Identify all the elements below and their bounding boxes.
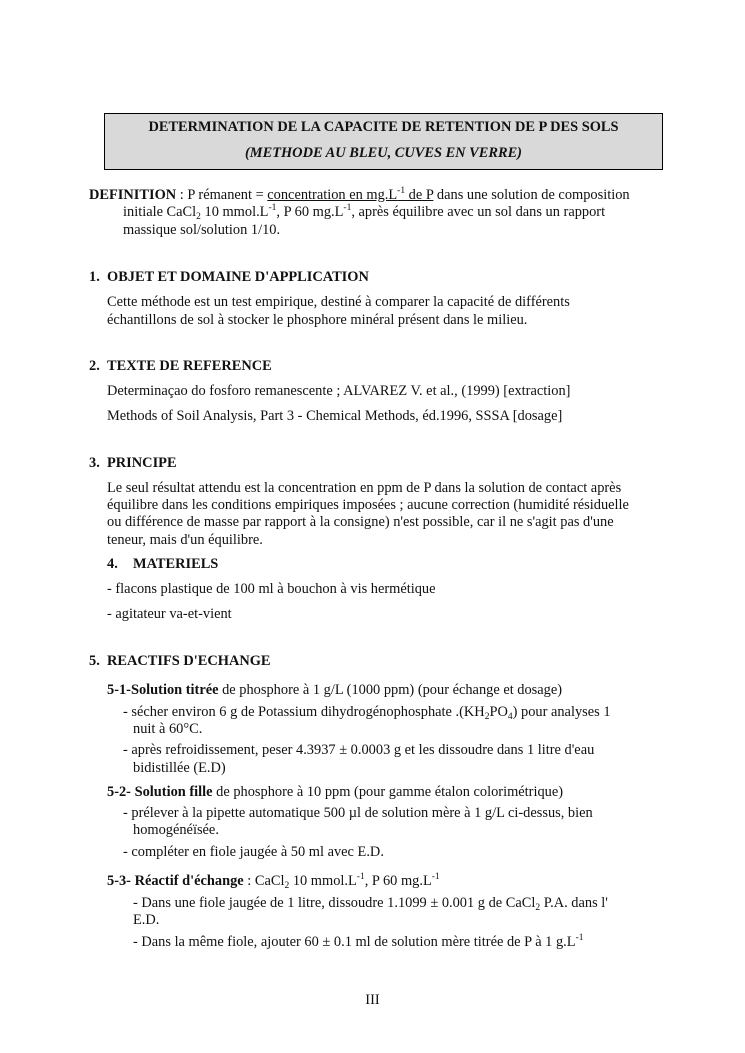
section-3-text-line: ou différence de masse par rapport à la consigne) n'est possible, car il ne s'agit pas d'une — [107, 514, 614, 530]
section-4-heading: 4. MATERIELS — [107, 556, 219, 572]
section-1-heading: 1. OBJET ET DOMAINE D'APPLICATION — [89, 269, 369, 285]
definition-label: DEFINITION — [89, 187, 177, 203]
subsection-5-1-item-2-line-1: - après refroidissement, peser 4.3937 ± 0.0003 g et les dissoudre dans 1 litre d'eau — [123, 742, 595, 758]
section-3-text-line: Le seul résultat attendu est la concentration en ppm de P dans la solution de contact après — [107, 480, 622, 496]
subsection-5-3-item-1-line-1: - Dans une fiole jaugée de 1 litre, dissoudre 1.1099 ± 0.001 g de CaCl$_2$ P.A. dans l' — [133, 895, 608, 913]
subsection-5-2-item-1-line-1: - prélever à la pipette automatique 500 µl de solution mère à 1 g/L ci-dessus, bien — [123, 805, 593, 821]
subsection-5-1-item-1-line-2: nuit à 60°C. — [133, 721, 203, 737]
materials-item: - flacons plastique de 100 ml à bouchon à vis hermétique — [107, 581, 436, 597]
subsection-5-1-item-1-line-1: - sécher environ 6 g de Potassium dihydrogénophosphate $.(KH_2PO_4)$ pour analyses 1 — [123, 704, 611, 722]
definition-line-3: massique sol/solution 1/10. — [123, 222, 281, 238]
definition-line-1: DEFINITION : P rémanent = concentration en $mg.L^{-1}$ de P dans une solution de composition — [89, 186, 630, 203]
section-5-heading: 5. REACTIFS D'ECHANGE — [89, 653, 271, 669]
definition-underlined: concentration en $mg.L^{-1}$ de P — [267, 186, 434, 203]
section-1-text-line: Cette méthode est un test empirique, destiné à comparer la capacité de différents — [107, 294, 570, 310]
subsection-5-2-item-1-line-2: homogénéïsée. — [133, 822, 219, 838]
subsection-5-2-item-2: - compléter en fiole jaugée à 50 ml avec E.D. — [123, 844, 384, 860]
section-3-heading: 3. PRINCIPE — [89, 455, 177, 471]
title-box — [104, 113, 663, 170]
reference-1: Determinaçao do fosforo remanescente ; ALVAREZ V. et al., (1999) [extraction] — [107, 383, 571, 399]
materials-item: - agitateur va-et-vient — [107, 606, 232, 622]
subsection-5-3-item-1-line-2: E.D. — [133, 912, 160, 928]
subsection-5-3-heading: 5-3- Réactif d'échange : CaCl$_2$ 10 $mmol.L^{-1}$, P 60 $mg.L^{-1}$ — [107, 872, 440, 891]
reference-2: Methods of Soil Analysis, Part 3 - Chemical Methods, éd.1996, SSSA [dosage] — [107, 408, 563, 424]
section-2-heading: 2. TEXTE DE REFERENCE — [89, 358, 272, 374]
subsection-5-1-item-2-line-2: bidistillée (E.D) — [133, 760, 226, 776]
subsection-5-3-item-2: - Dans la même fiole, ajouter 60 ± 0.1 ml de solution mère titrée de P à 1 $g.L^{-1}$ — [133, 933, 584, 950]
section-3-text-line: équilibre dans les conditions empiriques imposées ; aucune correction (humidité résiduelle — [107, 497, 629, 513]
subsection-5-2-heading: 5-2- Solution fille de phosphore à 10 ppm (pour gamme étalon colorimétrique) — [107, 784, 564, 800]
definition-line-2: initiale CaCl$_2$ 10 $mmol.L^{-1}$, P 60 $mg.L^{-1}$, après équilibre avec un sol dans un rapport — [123, 203, 606, 222]
page-number: III — [365, 992, 380, 1008]
document-subtitle: (METHODE AU BLEU, CUVES EN VERRE) — [245, 145, 522, 161]
section-3-text-line: teneur, mais d'un équilibre. — [107, 532, 263, 548]
subsection-5-1-heading: 5-1-Solution titrée de phosphore à 1 g/L (1000 ppm) (pour échange et dosage) — [107, 682, 563, 698]
document-title: DETERMINATION DE LA CAPACITE DE RETENTION DE P DES SOLS — [148, 119, 619, 135]
section-1-text-line: échantillons de sol à stocker le phosphore minéral présent dans le milieu. — [107, 312, 528, 328]
